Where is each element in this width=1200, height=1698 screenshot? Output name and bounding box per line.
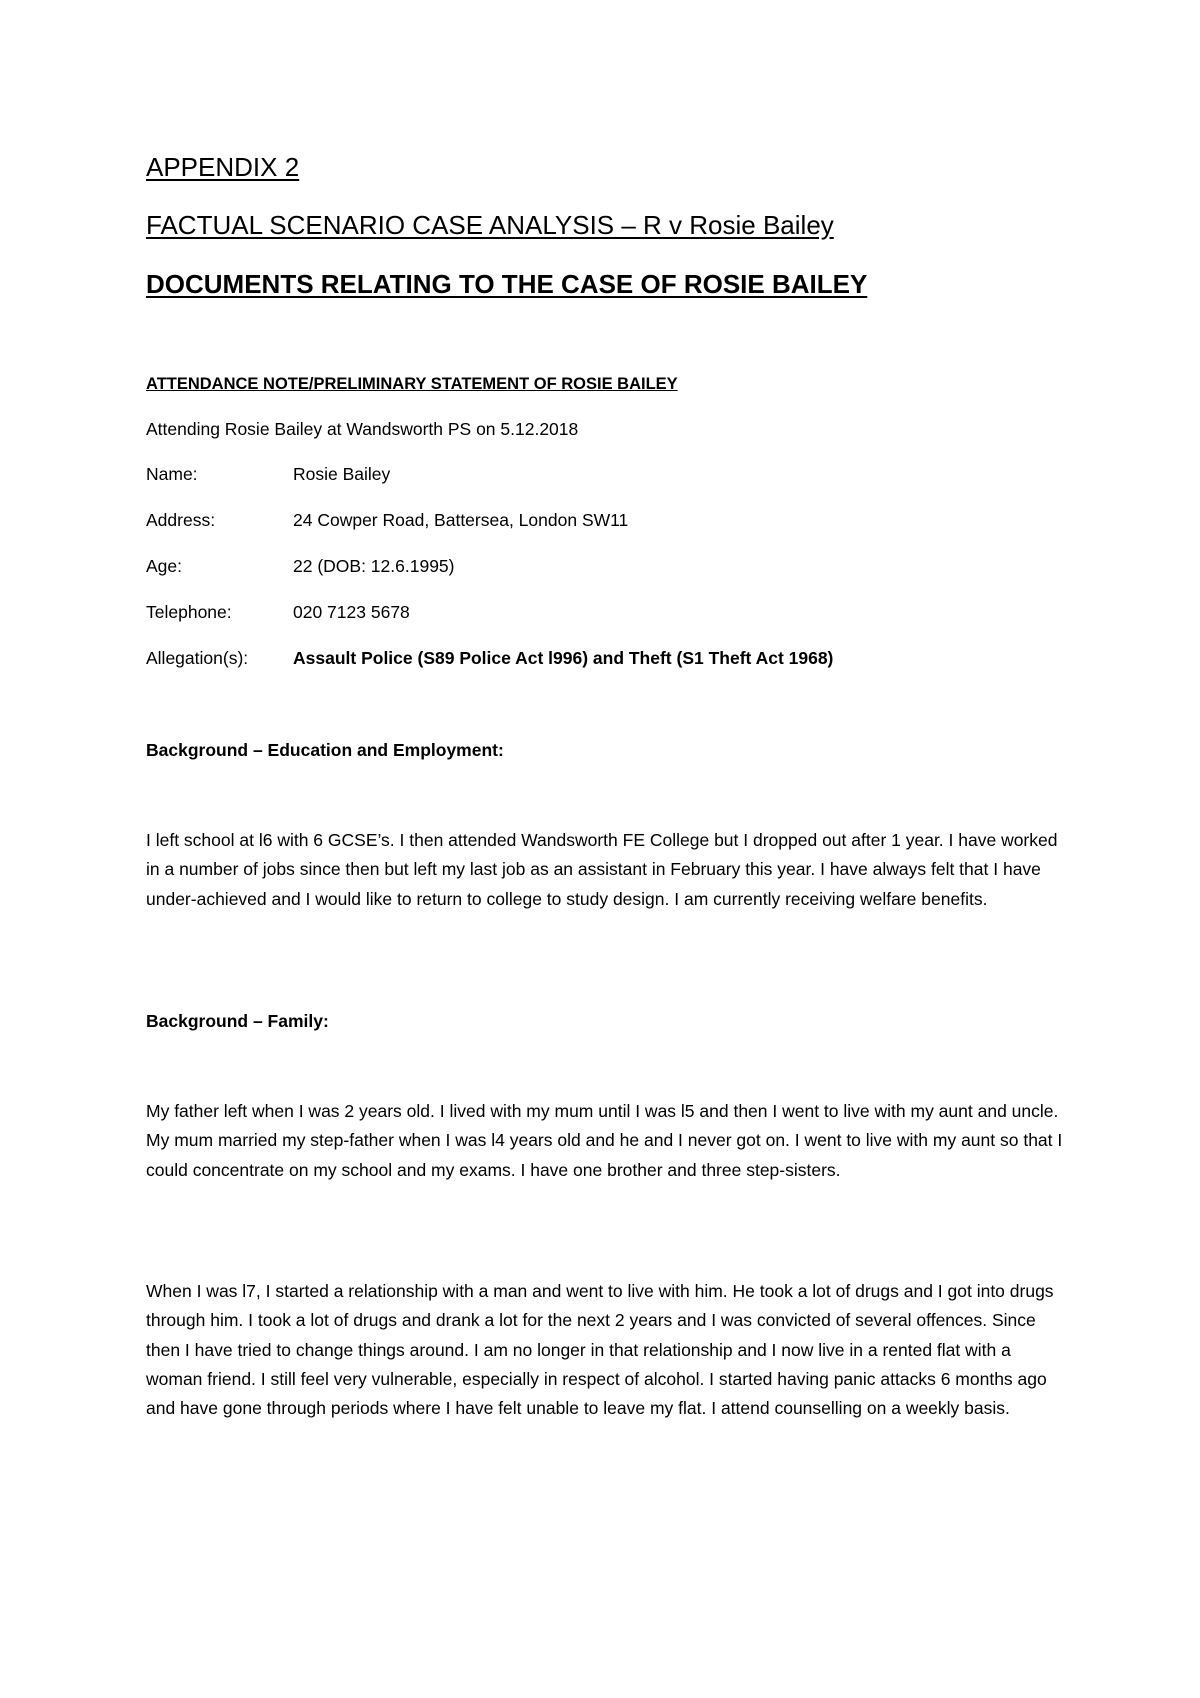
document-subtitle: DOCUMENTS RELATING TO THE CASE OF ROSIE BAILEY [146,269,868,299]
family-paragraph-2: When I was l7, I started a relationship with a man and went to live with him. He took a lot of drugs and I got into drugs through him. I took a lot of drugs and drank a lot for the next 2 years and I was convicted of several offences. Since then I have tried to change things around. I am no longer in that relationship and I now live in a rented flat with a woman friend. I still feel very vulnerable, especially in respect of alcohol. I started having panic attacks 6 months ago and have gone through periods where I have felt unable to leave my flat. I attend counselling on a weekly basis. [146,1281,1054,1419]
education-heading: Background – Education and Employment: [146,740,504,760]
name-value: Rosie Bailey [293,464,391,484]
document-title: FACTUAL SCENARIO CASE ANALYSIS – R v Rosie Bailey [146,210,834,240]
allegations-label: Allegation(s): [146,648,249,668]
telephone-value: 020 7123 5678 [293,602,410,622]
age-label: Age: [146,556,182,576]
name-label: Name: [146,464,198,484]
age-value: 22 (DOB: 12.6.1995) [293,556,455,576]
telephone-label: Telephone: [146,602,232,622]
family-paragraph-1: My father left when I was 2 years old. I lived with my mum until I was l5 and then I went to live with my aunt and uncle. My mum married my step-father when I was l4 years old and he and I never got on. I went to live with my aunt so that I could concentrate on my school and my exams. I have one brother and three step-sisters. [146,1101,1063,1180]
statement-section-title: ATTENDANCE NOTE/PRELIMINARY STATEMENT OF ROSIE BAILEY [146,375,678,393]
appendix-heading: APPENDIX 2 [146,152,300,182]
attending-line: Attending Rosie Bailey at Wandsworth PS on 5.12.2018 [146,419,579,439]
allegations-value: Assault Police (S89 Police Act l996) and Theft (S1 Theft Act 1968) [293,648,834,668]
address-label: Address: [146,510,216,530]
family-heading: Background – Family: [146,1011,329,1031]
address-value: 24 Cowper Road, Battersea, London SW11 [293,510,629,530]
education-paragraph: I left school at l6 with 6 GCSE’s. I then attended Wandsworth FE College but I dropped out after 1 year. I have worked in a number of jobs since then but left my last job as an assistant in February this year. I have always felt that I have under-achieved and I would like to return to college to study design. I am currently receiving welfare benefits. [146,830,1058,909]
